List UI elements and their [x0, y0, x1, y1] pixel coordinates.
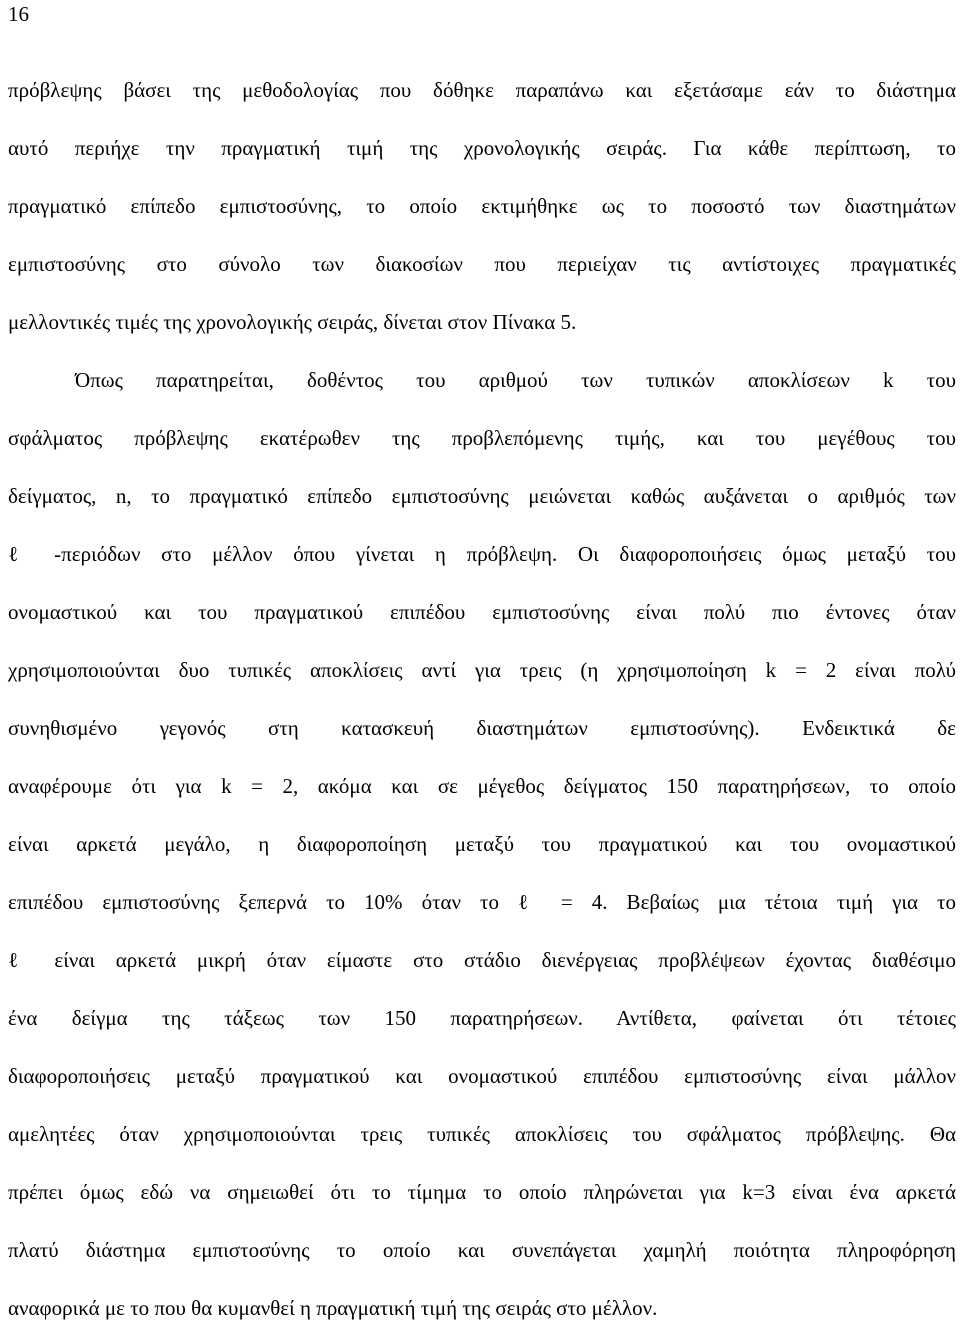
text-line: πλατύ διάστημα εμπιστοσύνης το οποίο και συνεπάγεται χαμηλή ποιότητα πληροφόρηση	[8, 1238, 956, 1262]
text-line: πραγματικό επίπεδο εμπιστοσύνης, το οποίο εκτιμήθηκε ως το ποσοστό των διαστημάτων	[8, 194, 956, 218]
text-line: συνηθισμένο γεγονός στη κατασκευή διαστημάτων εμπιστοσύνης). Ενδεικτικά δε	[8, 716, 956, 740]
text-line: ένα δείγμα της τάξεως των 150 παρατηρήσεων. Αντίθετα, φαίνεται ότι τέτοιες	[8, 1006, 956, 1030]
text-line: επιπέδου εμπιστοσύνης ξεπερνά το 10% όταν το ℓ = 4. Βεβαίως μια τέτοια τιμή για το	[8, 890, 956, 914]
text-line: αυτό περιήχε την πραγματική τιμή της χρονολογικής σειράς. Για κάθε περίπτωση, το	[8, 136, 956, 160]
text-line: σφάλματος πρόβλεψης εκατέρωθεν της προβλεπόμενης τιμής, και του μεγέθους του	[8, 426, 956, 450]
text-line: μελλοντικές τιμές της χρονολογικής σειράς, δίνεται στον Πίνακα 5.	[8, 310, 577, 334]
page-number: 16	[8, 2, 29, 26]
text-line: αναφέρουμε ότι για k = 2, ακόμα και σε μέγεθος δείγματος 150 παρατηρήσεων, το οποίο	[8, 774, 956, 798]
text-line: αμελητέες όταν χρησιμοποιούνται τρεις τυπικές αποκλίσεις του σφάλματος πρόβλεψης. Θα	[8, 1122, 956, 1146]
text-line: Όπως παρατηρείται, δοθέντος του αριθμού των τυπικών αποκλίσεων k του	[75, 368, 956, 392]
text-line: ονομαστικού και του πραγματικού επιπέδου εμπιστοσύνης είναι πολύ πιο έντονες όταν	[8, 600, 956, 624]
text-line: διαφοροποιήσεις μεταξύ πραγματικού και ονομαστικού επιπέδου εμπιστοσύνης είναι μάλλον	[8, 1064, 956, 1088]
text-line: ℓ -περιόδων στο μέλλον όπου γίνεται η πρόβλεψη. Οι διαφοροποιήσεις όμως μεταξύ του	[8, 542, 956, 566]
text-line: πρόβλεψης βάσει της μεθοδολογίας που δόθηκε παραπάνω και εξετάσαμε εάν το διάστημα	[8, 78, 956, 102]
text-line: δείγματος, n, το πραγματικό επίπεδο εμπιστοσύνης μειώνεται καθώς αυξάνεται ο αριθμός των	[8, 484, 956, 508]
text-line: εμπιστοσύνης στο σύνολο των διακοσίων που περιείχαν τις αντίστοιχες πραγματικές	[8, 252, 956, 276]
text-line: πρέπει όμως εδώ να σημειωθεί ότι το τίμημα το οποίο πληρώνεται για k=3 είναι ένα αρκετά	[8, 1180, 956, 1204]
text-line: χρησιμοποιούνται δυο τυπικές αποκλίσεις αντί για τρεις (η χρησιμοποίηση k = 2 είναι πολύ	[8, 658, 956, 682]
text-line: είναι αρκετά μεγάλο, η διαφοροποίηση μεταξύ του πραγματικού και του ονομαστικού	[8, 832, 956, 856]
text-line: ℓ είναι αρκετά μικρή όταν είμαστε στο στάδιο διενέργειας προβλέψεων έχοντας διαθέσιμο	[8, 948, 956, 972]
text-line: αναφορικά με το που θα κυμανθεί η πραγματική τιμή της σειράς στο μέλλον.	[8, 1296, 658, 1320]
